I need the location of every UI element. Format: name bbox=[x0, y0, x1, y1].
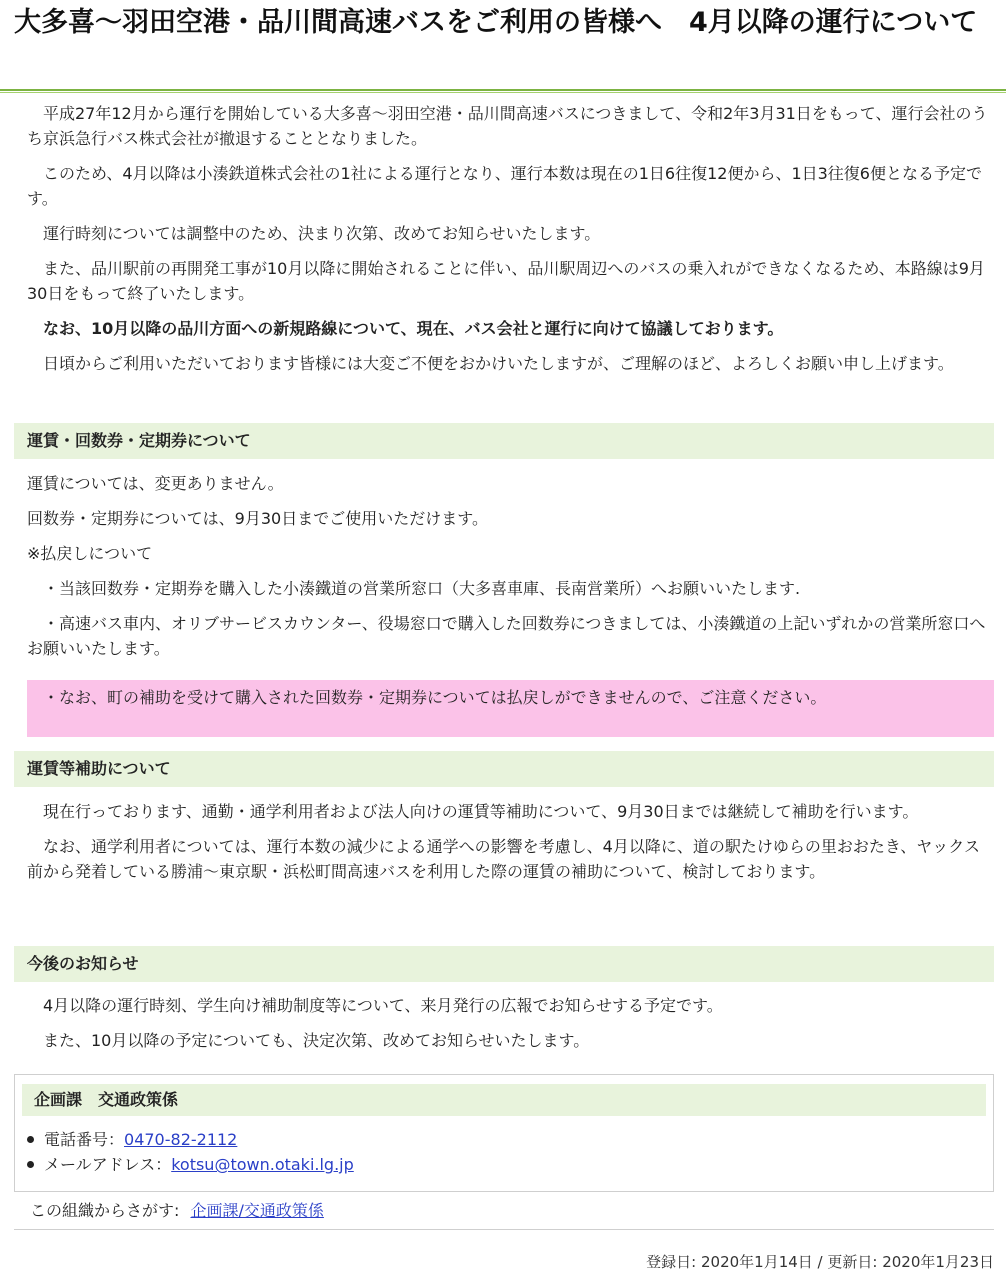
contact-heading: 企画課 交通政策係 bbox=[22, 1084, 986, 1116]
future-paragraph: また、10月以降の予定についても、決定次第、改めてお知らせいたします。 bbox=[43, 1031, 590, 1050]
intro-emphasis: なお、10月以降の品川方面への新規路線について、現在、バス会社と運行に向けて協議しております。 bbox=[43, 319, 784, 338]
intro-paragraph: 平成27年12月から運行を開始している大多喜〜羽田空港・品川間高速バスにつきまして、令和2年3月31日をもって、運行会社のうち京浜急行バス株式会社が撤退することとなりました。 bbox=[27, 104, 988, 148]
refund-item: ・高速バス車内、オリブサービスカウンター、役場窓口で購入した回数券につきましては、小湊鐵道の上記いずれかの営業所窓口へお願いいたします。 bbox=[27, 614, 986, 658]
section-heading-fare: 運賃・回数券・定期券について bbox=[14, 423, 994, 459]
future-block bbox=[27, 993, 993, 1063]
subsidy-block bbox=[27, 799, 993, 894]
contact-phone bbox=[25, 1127, 354, 1152]
subsidy-paragraph: 現在行っております、通勤・通学利用者および法人向けの運賃等補助について、9月30日までは継続して補助を行います。 bbox=[43, 802, 919, 821]
phone-label: 電話番号： bbox=[44, 1130, 125, 1149]
phone-link[interactable]: 0470-82-2112 bbox=[124, 1130, 238, 1149]
refund-item: ・当該回数券・定期券を購入した小湊鐵道の営業所窓口（大多喜車庫、長南営業所）へお願いいたします. bbox=[43, 579, 801, 598]
section-heading-subsidy: 運賃等補助について bbox=[14, 751, 994, 787]
intro-paragraph: 日頃からご利用いただいております皆様には大変ご不便をおかけいたしますが、ご理解のほど、よろしくお願い申し上げます。 bbox=[43, 354, 954, 373]
bullet-icon bbox=[27, 1136, 34, 1143]
mail-link[interactable]: kotsu@town.otaki.lg.jp bbox=[171, 1155, 354, 1174]
refund-notice: ・なお、町の補助を受けて購入された回数券・定期券については払戻しができませんので、ご注意ください。 bbox=[27, 680, 994, 737]
future-paragraph: 4月以降の運行時刻、学生向け補助制度等について、来月発行の広報でお知らせする予定です。 bbox=[43, 996, 723, 1015]
fare-line: 運賃については、変更ありません。 bbox=[27, 474, 284, 493]
section-heading-future: 今後のお知らせ bbox=[14, 946, 994, 982]
intro-paragraph: 運行時刻については調整中のため、決まり次第、改めてお知らせいたします。 bbox=[43, 224, 601, 243]
intro-block bbox=[27, 101, 993, 386]
fare-line: 回数券・定期券については、9月30日までご使用いただけます。 bbox=[27, 509, 488, 528]
intro-paragraph: また、品川駅前の再開発工事が10月以降に開始されることに伴い、品川駅周辺へのバスの乗入れができなくなるため、本路線は9月30日をもって終了いたします。 bbox=[27, 259, 985, 303]
contact-mail bbox=[25, 1152, 354, 1177]
title-divider bbox=[0, 89, 1006, 93]
contact-box bbox=[14, 1074, 994, 1192]
intro-paragraph: このため、4月以降は小湊鉄道株式会社の1社による運行となり、運行本数は現在の1日6往復12便から、1日3往復6便となる予定です。 bbox=[27, 164, 982, 208]
org-divider bbox=[14, 1229, 994, 1230]
org-search-label: この組織からさがす: bbox=[30, 1201, 180, 1220]
org-link[interactable]: 企画課/交通政策係 bbox=[190, 1201, 324, 1220]
bullet-icon bbox=[27, 1161, 34, 1168]
fare-block bbox=[27, 471, 993, 671]
org-search bbox=[30, 1198, 324, 1223]
mail-label: メールアドレス： bbox=[44, 1155, 172, 1174]
page-title: 大多喜〜羽田空港・品川間高速バスをご利用の皆様へ 4月以降の運行について bbox=[14, 7, 978, 38]
page-dates: 登録日: 2020年1月14日 / 更新日: 2020年1月23日 bbox=[646, 1253, 994, 1271]
contact-list bbox=[25, 1127, 354, 1177]
fare-line: ※払戻しについて bbox=[27, 544, 153, 563]
subsidy-paragraph: なお、通学利用者については、運行本数の減少による通学への影響を考慮し、4月以降に、道の駅たけゆらの里おおたき、ヤックス前から発着している勝浦〜東京駅・浜松町間高速バスを利用した際の運賃の補助について、検討しております。 bbox=[27, 837, 981, 881]
